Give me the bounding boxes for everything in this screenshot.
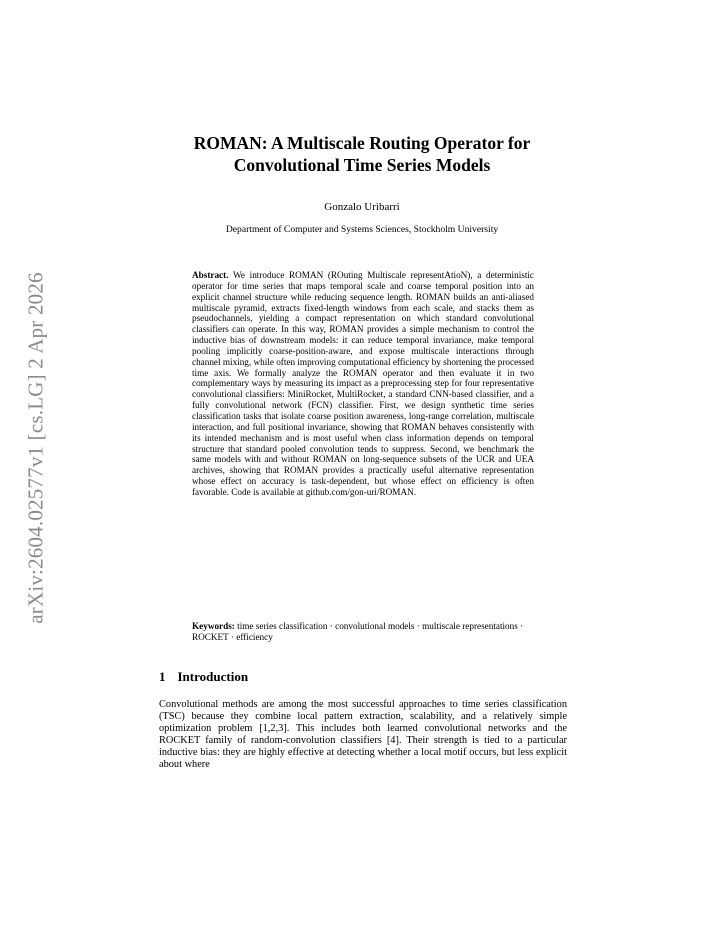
- section-title: Introduction: [177, 669, 249, 684]
- introduction-paragraph: Convolutional methods are among the most successful approaches to time series classification (TSC) because they combine local pattern extraction, scalability, and a relatively simple optimization problem [1,2,3]. This includes both learned convolutional networks and the ROCKET family of random-convolution classifiers [4]. Their strength is tied to a particular inductive bias: they are highly effective at detecting whether a local motif occurs, but less explicit about where: [159, 699, 567, 770]
- abstract: [192, 270, 534, 498]
- author-name: Gonzalo Uribarri: [324, 201, 400, 213]
- keywords-label: Keywords:: [192, 621, 235, 631]
- keywords: [192, 621, 534, 643]
- abstract-text: We introduce ROMAN (ROuting Multiscale representAtioN), a deterministic operator for time series that maps temporal scale and coarse temporal position into an explicit channel structure while reducing sequence length. ROMAN builds an anti-aliased multiscale pyramid, extracts fixed-length windows from each scale, and stacks them as pseudochannels, yielding a compact representation on which standard convolutional classifiers can operate. In this way, ROMAN provides a simple mechanism to control the inductive bias of downstream models: it can reduce temporal invariance, make temporal pooling implicitly coarse-position-aware, and expose multiscale interactions through channel mixing, while often improving computational efficiency by shortening the processed time axis. We formally analyze the ROMAN operator and then evaluate it in two complementary ways by measuring its impact as a preprocessing step for four representative convolutional classifiers: MiniRocket, MultiRocket, a standard CNN-based classifier, and a fully convolutional network (FCN) classifier. First, we design synthetic time series classification tasks that isolate coarse position awareness, long-range correlation, multiscale interaction, and full positional invariance, showing that ROMAN behaves consistently with its intended mechanism and is most useful when class information depends on temporal structure that standard pooled convolution tends to suppress. Second, we benchmark the same models with and without ROMAN on long-sequence subsets of the UCR and UEA archives, showing that ROMAN provides a practically useful alternative representation whose effect on accuracy is task-dependent, but whose effect on efficiency is often favorable. Code is available at github.com/gon-uri/ROMAN.: [192, 270, 535, 497]
- arxiv-identifier-stamp: arXiv:2604.02577v1 [cs.LG] 2 Apr 2026: [23, 272, 48, 624]
- keywords-text: time series classification · convolutional models · multiscale representations · ROCKET · efficiency: [192, 621, 524, 642]
- paper-title: ROMAN: A Multiscale Routing Operator for Convolutional Time Series Models: [193, 133, 531, 175]
- author-affiliation: Department of Computer and Systems Sciences, Stockholm University: [225, 224, 499, 235]
- section-heading-introduction: [159, 669, 248, 685]
- abstract-label: Abstract.: [192, 270, 229, 280]
- section-number: 1: [159, 669, 166, 684]
